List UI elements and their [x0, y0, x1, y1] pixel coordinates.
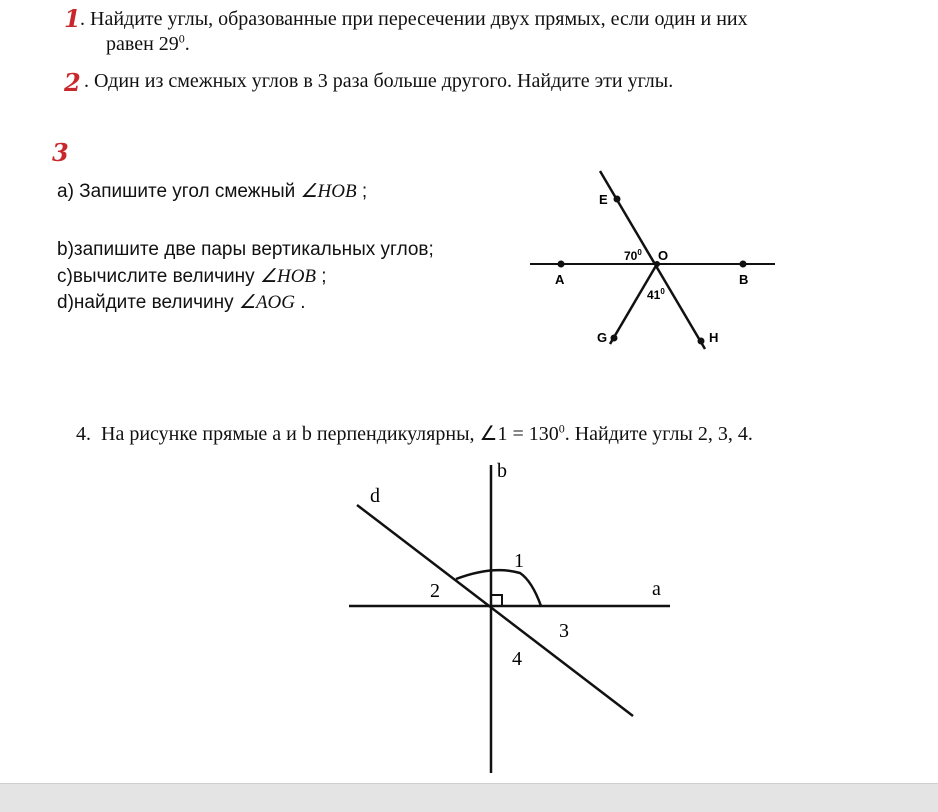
task3-d-suffix: .: [295, 292, 306, 313]
angle-70-degree: 0: [637, 248, 642, 257]
task3-d-angle: ∠AOG: [238, 292, 295, 313]
task4-text-prefix: На рисунке прямые а и b перпендикулярны,: [101, 423, 480, 445]
bottom-bar: [0, 783, 938, 812]
task3-d-text: d)найдите величину: [57, 292, 239, 313]
task1-line1: . Найдите углы, образованные при пересечении двух прямых, если один и них: [80, 8, 748, 30]
label-line-d: d: [370, 485, 380, 507]
task4-text-mid: = 130: [507, 423, 559, 445]
angle-41-value: 41: [647, 288, 661, 302]
task1-line2: [106, 31, 190, 57]
task3-marker: 3: [52, 138, 69, 167]
label-o: O: [658, 248, 669, 263]
task2-text: Один из смежных углов в 3 раза больше другого. Найдите эти углы.: [94, 70, 674, 92]
task1-line2-text: равен 29: [106, 33, 179, 55]
label-e: E: [599, 192, 608, 207]
angle-label-41: [647, 287, 665, 302]
label-line-a: a: [652, 578, 661, 600]
task4-angle: ∠1: [479, 423, 508, 445]
task3-item-c: [57, 265, 327, 288]
point-b: [740, 261, 747, 268]
task3-item-d: [57, 291, 306, 314]
right-angle-mark: [491, 595, 502, 606]
task2-line: . Один из смежных углов в 3 раза больше другого. Найдите эти углы.: [84, 70, 674, 92]
task3-a-text: а) Запишите угол смежный: [57, 181, 301, 202]
task1-period: .: [184, 33, 190, 55]
angle-70-value: 70: [624, 249, 638, 263]
label-angle-3: 3: [559, 620, 569, 642]
ray-og: [610, 264, 657, 344]
task3-figure: [520, 160, 790, 360]
task3-item-b: b)запишите две пары вертикальных углов;: [57, 239, 434, 260]
angle-41-degree: 0: [660, 287, 665, 296]
point-a: [558, 261, 565, 268]
task4-line: [76, 421, 753, 447]
label-angle-1: 1: [514, 550, 524, 572]
label-line-b: b: [497, 460, 507, 482]
task4-number: 4.: [76, 423, 91, 445]
task3-a-angle: ∠HOB: [300, 181, 357, 202]
label-angle-4: 4: [512, 648, 522, 670]
task1-degree: 0: [178, 31, 185, 46]
task1-marker: 1: [64, 4, 81, 33]
task1-text: Найдите углы, образованные при пересечении двух прямых, если один и них: [90, 8, 748, 30]
task2-marker: 2: [64, 68, 81, 97]
label-b: B: [739, 272, 749, 287]
point-g: [611, 335, 618, 342]
task3-c-text: c)вычислите величину: [57, 266, 260, 287]
task4-degree: 0: [558, 421, 565, 436]
task4-figure: [330, 455, 690, 780]
angle1-arc: [456, 570, 541, 606]
task3-c-angle: ∠HOB: [259, 266, 317, 287]
point-h: [698, 338, 705, 345]
label-a: A: [555, 272, 565, 287]
task3-item-a: [57, 180, 367, 203]
label-h: H: [709, 330, 719, 345]
task4-text-suffix: . Найдите углы 2, 3, 4.: [564, 423, 753, 445]
angle-label-70: [624, 248, 642, 263]
line-d: [357, 505, 633, 716]
task3-c-suffix: ;: [316, 266, 327, 287]
label-angle-2: 2: [430, 580, 440, 602]
point-e: [614, 196, 621, 203]
task3-a-suffix: ;: [356, 181, 368, 202]
label-g: G: [597, 330, 608, 345]
